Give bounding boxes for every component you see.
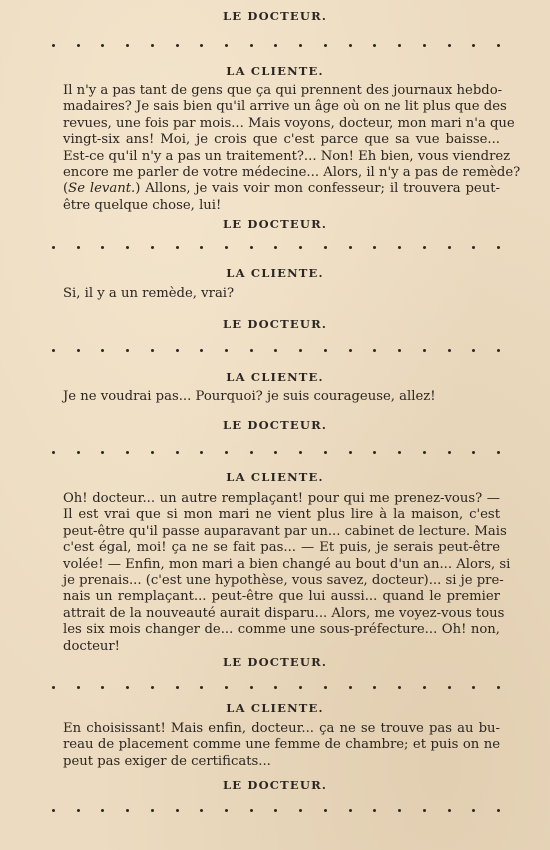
ellipsis-dot [472, 686, 475, 689]
dotted-ellipsis-line [52, 346, 500, 354]
ellipsis-dot [324, 686, 327, 689]
ellipsis-dot [373, 246, 376, 249]
ellipsis-dot [225, 349, 228, 352]
ellipsis-dot [497, 686, 500, 689]
dialogue-paragraph [63, 491, 511, 655]
ellipsis-dot [497, 44, 500, 47]
running-title: LE DOCTEUR. [222, 9, 328, 23]
ellipsis-dot [373, 349, 376, 352]
ellipsis-dot [398, 686, 401, 689]
text-line: encore me parler de votre médecine... Alors, il n'y a pas de remède? [63, 165, 521, 181]
ellipsis-dot [52, 451, 55, 454]
stage-direction: Se levant. [68, 181, 136, 197]
ellipsis-dot [52, 686, 55, 689]
ellipsis-dot [349, 44, 352, 47]
ellipsis-dot [472, 349, 475, 352]
ellipsis-dot [398, 809, 401, 812]
ellipsis-dot [299, 451, 302, 454]
dialogue-paragraph [63, 721, 500, 770]
ellipsis-dot [176, 809, 179, 812]
ellipsis-dot [448, 44, 451, 47]
ellipsis-dot [472, 246, 475, 249]
dotted-ellipsis-line [52, 41, 500, 49]
ellipsis-dot [225, 686, 228, 689]
dialogue-paragraph [63, 83, 521, 214]
ellipsis-dot [151, 809, 154, 812]
speaker-label-cliente: LA CLIENTE. [226, 370, 324, 384]
ellipsis-dot [398, 349, 401, 352]
ellipsis-dot [126, 451, 129, 454]
ellipsis-dot [101, 44, 104, 47]
ellipsis-dot [448, 451, 451, 454]
ellipsis-dot [126, 809, 129, 812]
ellipsis-dot [274, 809, 277, 812]
ellipsis-dot [77, 686, 80, 689]
text-line: Je ne voudrai pas... Pourquoi? je suis courageuse, allez! [63, 389, 436, 404]
text-segment: ) Allons, je vais voir mon confesseur; il trouvera peut- [135, 181, 500, 197]
ellipsis-dot [299, 44, 302, 47]
ellipsis-dot [151, 44, 154, 47]
ellipsis-dot [497, 349, 500, 352]
text-line: nais un remplaçant... peut-être que lui aussi... quand le premier [63, 589, 500, 605]
ellipsis-dot [349, 809, 352, 812]
ellipsis-dot [151, 686, 154, 689]
ellipsis-dot [176, 349, 179, 352]
ellipsis-dot [349, 349, 352, 352]
ellipsis-dot [274, 44, 277, 47]
ellipsis-dot [200, 44, 203, 47]
ellipsis-dot [126, 246, 129, 249]
text-line: être quelque chose, lui! [63, 197, 222, 213]
ellipsis-dot [225, 451, 228, 454]
text-line: vingt-six ans! Moi, je crois que c'est parce que sa vue baisse... [63, 132, 500, 148]
ellipsis-dot [250, 44, 253, 47]
ellipsis-dot [200, 809, 203, 812]
ellipsis-dot [423, 809, 426, 812]
speaker-label-docteur: LE DOCTEUR. [222, 418, 328, 432]
text-line: je prenais... (c'est une hypothèse, vous savez, docteur)... si je pre- [63, 573, 504, 589]
ellipsis-dot [299, 349, 302, 352]
ellipsis-dot [225, 809, 228, 812]
ellipsis-dot [448, 686, 451, 689]
text-line: Oh! docteur... un autre remplaçant! pour qui me prenez-vous? — [63, 491, 500, 506]
text-line: revues, une fois par mois... Mais voyons, docteur, mon mari n'a que [63, 115, 515, 131]
ellipsis-dot [151, 349, 154, 352]
ellipsis-dot [324, 809, 327, 812]
ellipsis-dot [274, 246, 277, 249]
text-line: les six mois changer de... comme une sous-préfecture... Oh! non, [63, 622, 500, 638]
text-line: Il est vrai que si mon mari ne vient plus lire à la maison, c'est [63, 507, 500, 523]
ellipsis-dot [324, 44, 327, 47]
ellipsis-dot [448, 349, 451, 352]
text-line: c'est égal, moi! ça ne se fait pas... — Et puis, je serais peut-être [63, 540, 500, 556]
speaker-label-cliente: LA CLIENTE. [226, 701, 324, 715]
ellipsis-dot [52, 349, 55, 352]
text-line: peut pas exiger de certificats... [63, 753, 271, 769]
ellipsis-dot [101, 686, 104, 689]
ellipsis-dot [176, 44, 179, 47]
dotted-ellipsis-line [52, 683, 500, 691]
ellipsis-dot [77, 349, 80, 352]
text-line: Si, il y a un remède, vrai? [63, 286, 235, 301]
ellipsis-dot [126, 349, 129, 352]
text-line: volée! — Enfin, mon mari a bien changé au bout d'un an... Alors, si [63, 556, 511, 572]
ellipsis-dot [299, 246, 302, 249]
ellipsis-dot [200, 246, 203, 249]
ellipsis-dot [101, 451, 104, 454]
ellipsis-dot [299, 686, 302, 689]
ellipsis-dot [274, 349, 277, 352]
ellipsis-dot [299, 809, 302, 812]
dotted-ellipsis-line [52, 806, 500, 814]
text-line: madaires? Je sais bien qu'il arrive un âge où on ne lit plus que des [63, 99, 507, 115]
ellipsis-dot [423, 451, 426, 454]
ellipsis-dot [472, 809, 475, 812]
ellipsis-dot [448, 246, 451, 249]
ellipsis-dot [349, 246, 352, 249]
speaker-label-docteur: LE DOCTEUR. [222, 778, 328, 792]
speaker-label-cliente: LA CLIENTE. [226, 64, 324, 78]
ellipsis-dot [373, 451, 376, 454]
ellipsis-dot [398, 246, 401, 249]
ellipsis-dot [77, 44, 80, 47]
ellipsis-dot [472, 451, 475, 454]
dotted-ellipsis-line [52, 243, 500, 251]
ellipsis-dot [448, 809, 451, 812]
speaker-label-docteur: LE DOCTEUR. [222, 655, 328, 669]
ellipsis-dot [126, 44, 129, 47]
ellipsis-dot [176, 246, 179, 249]
text-line: attrait de la nouveauté aurait disparu... Alors, me voyez-vous tous [63, 605, 505, 621]
ellipsis-dot [373, 686, 376, 689]
ellipsis-dot [200, 686, 203, 689]
text-segment: ( [63, 181, 69, 197]
ellipsis-dot [225, 44, 228, 47]
ellipsis-dot [373, 44, 376, 47]
ellipsis-dot [200, 349, 203, 352]
ellipsis-dot [52, 44, 55, 47]
ellipsis-dot [52, 809, 55, 812]
text-line: docteur! [63, 638, 120, 654]
speaker-label-cliente: LA CLIENTE. [226, 266, 324, 280]
ellipsis-dot [151, 246, 154, 249]
ellipsis-dot [176, 686, 179, 689]
text-line [63, 181, 500, 197]
ellipsis-dot [349, 451, 352, 454]
text-line: peut-être qu'il passe auparavant par un... cabinet de lecture. Mais [63, 523, 507, 539]
ellipsis-dot [274, 686, 277, 689]
speaker-label-cliente: LA CLIENTE. [226, 470, 324, 484]
ellipsis-dot [423, 44, 426, 47]
ellipsis-dot [52, 246, 55, 249]
dialogue-paragraph [63, 286, 500, 302]
ellipsis-dot [225, 246, 228, 249]
ellipsis-dot [250, 809, 253, 812]
ellipsis-dot [324, 349, 327, 352]
text-line: En choisissant! Mais enfin, docteur... ça ne se trouve pas au bu- [63, 721, 500, 736]
ellipsis-dot [324, 451, 327, 454]
text-line: Est-ce qu'il n'y a pas un traitement?... Non! Eh bien, vous viendrez [63, 148, 511, 164]
speaker-label-docteur: LE DOCTEUR. [222, 217, 328, 231]
dialogue-paragraph [63, 389, 500, 405]
ellipsis-dot [250, 349, 253, 352]
ellipsis-dot [472, 44, 475, 47]
ellipsis-dot [77, 246, 80, 249]
ellipsis-dot [274, 451, 277, 454]
ellipsis-dot [497, 246, 500, 249]
ellipsis-dot [250, 686, 253, 689]
ellipsis-dot [373, 809, 376, 812]
speaker-label-docteur: LE DOCTEUR. [222, 317, 328, 331]
ellipsis-dot [324, 246, 327, 249]
ellipsis-dot [423, 349, 426, 352]
ellipsis-dot [77, 809, 80, 812]
ellipsis-dot [349, 686, 352, 689]
dotted-ellipsis-line [52, 448, 500, 456]
ellipsis-dot [101, 809, 104, 812]
ellipsis-dot [126, 686, 129, 689]
ellipsis-dot [250, 451, 253, 454]
ellipsis-dot [200, 451, 203, 454]
ellipsis-dot [77, 451, 80, 454]
ellipsis-dot [151, 451, 154, 454]
text-line: reau de placement comme une femme de chambre; et puis on ne [63, 737, 500, 753]
ellipsis-dot [398, 451, 401, 454]
ellipsis-dot [423, 246, 426, 249]
ellipsis-dot [250, 246, 253, 249]
ellipsis-dot [497, 809, 500, 812]
ellipsis-dot [176, 451, 179, 454]
ellipsis-dot [423, 686, 426, 689]
ellipsis-dot [101, 349, 104, 352]
text-line: Il n'y a pas tant de gens que ça qui prennent des journaux hebdo- [63, 83, 503, 98]
ellipsis-dot [398, 44, 401, 47]
ellipsis-dot [101, 246, 104, 249]
ellipsis-dot [497, 451, 500, 454]
